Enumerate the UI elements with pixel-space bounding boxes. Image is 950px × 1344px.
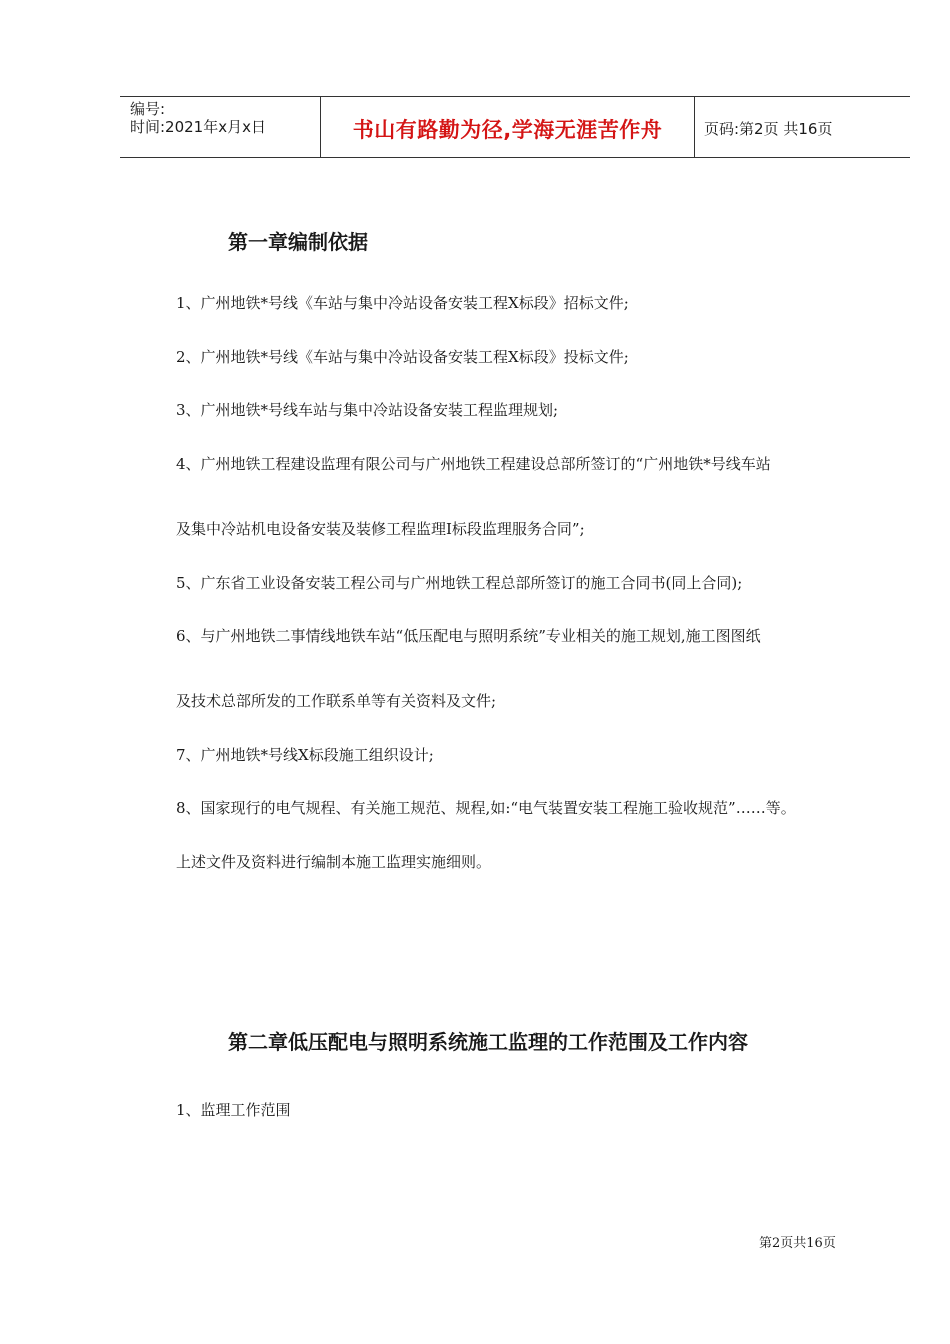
basis-item-4-continued: 及集中冷站机电设备安装及装修工程监理Ⅰ标段监理服务合同”; bbox=[176, 520, 585, 538]
page-header bbox=[120, 96, 910, 158]
basis-item-5: 5、广东省工业设备安装工程公司与广州地铁工程总部所签订的施工合同书(同上合同); bbox=[176, 574, 743, 592]
chapter-2-title: 第二章低压配电与照明系统施工监理的工作范围及工作内容 bbox=[228, 1030, 748, 1054]
footer-page-number: 第2页共16页 bbox=[759, 1236, 836, 1251]
basis-item-7: 7、广州地铁*号线X标段施工组织设计; bbox=[176, 746, 434, 764]
basis-item-6: 6、与广州地铁二事情线地铁车站“低压配电与照明系统”专业相关的施工规划,施工图图纸 bbox=[176, 627, 761, 645]
basis-item-6-continued: 及技术总部所发的工作联系单等有关资料及文件; bbox=[176, 692, 497, 710]
basis-summary: 上述文件及资料进行编制本施工监理实施细则。 bbox=[176, 853, 492, 871]
header-motto-cell bbox=[320, 97, 695, 157]
document-time-label: 时间:2021年x月x日 bbox=[130, 118, 266, 136]
basis-item-2: 2、广州地铁*号线《车站与集中冷站设备安装工程X标段》投标文件; bbox=[176, 348, 629, 366]
scope-item-1: 1、监理工作范围 bbox=[176, 1101, 291, 1119]
header-page-cell bbox=[694, 97, 910, 157]
basis-item-4: 4、广州地铁工程建设监理有限公司与广州地铁工程建设总部所签订的“广州地铁*号线车站 bbox=[176, 455, 771, 473]
header-info-cell bbox=[120, 97, 320, 157]
document-number-label: 编号: bbox=[130, 100, 166, 118]
header-motto: 书山有路勤为径,学海无涯苦作舟 bbox=[352, 118, 663, 142]
chapter-1-title: 第一章编制依据 bbox=[228, 230, 368, 254]
basis-item-8: 8、国家现行的电气规程、有关施工规范、规程,如:“电气装置安装工程施工验收规范”……等。 bbox=[176, 799, 796, 817]
basis-item-1: 1、广州地铁*号线《车站与集中冷站设备安装工程X标段》招标文件; bbox=[176, 294, 629, 312]
basis-item-3: 3、广州地铁*号线车站与集中冷站设备安装工程监理规划; bbox=[176, 401, 559, 419]
header-page-number: 页码:第2页 共16页 bbox=[704, 120, 833, 138]
